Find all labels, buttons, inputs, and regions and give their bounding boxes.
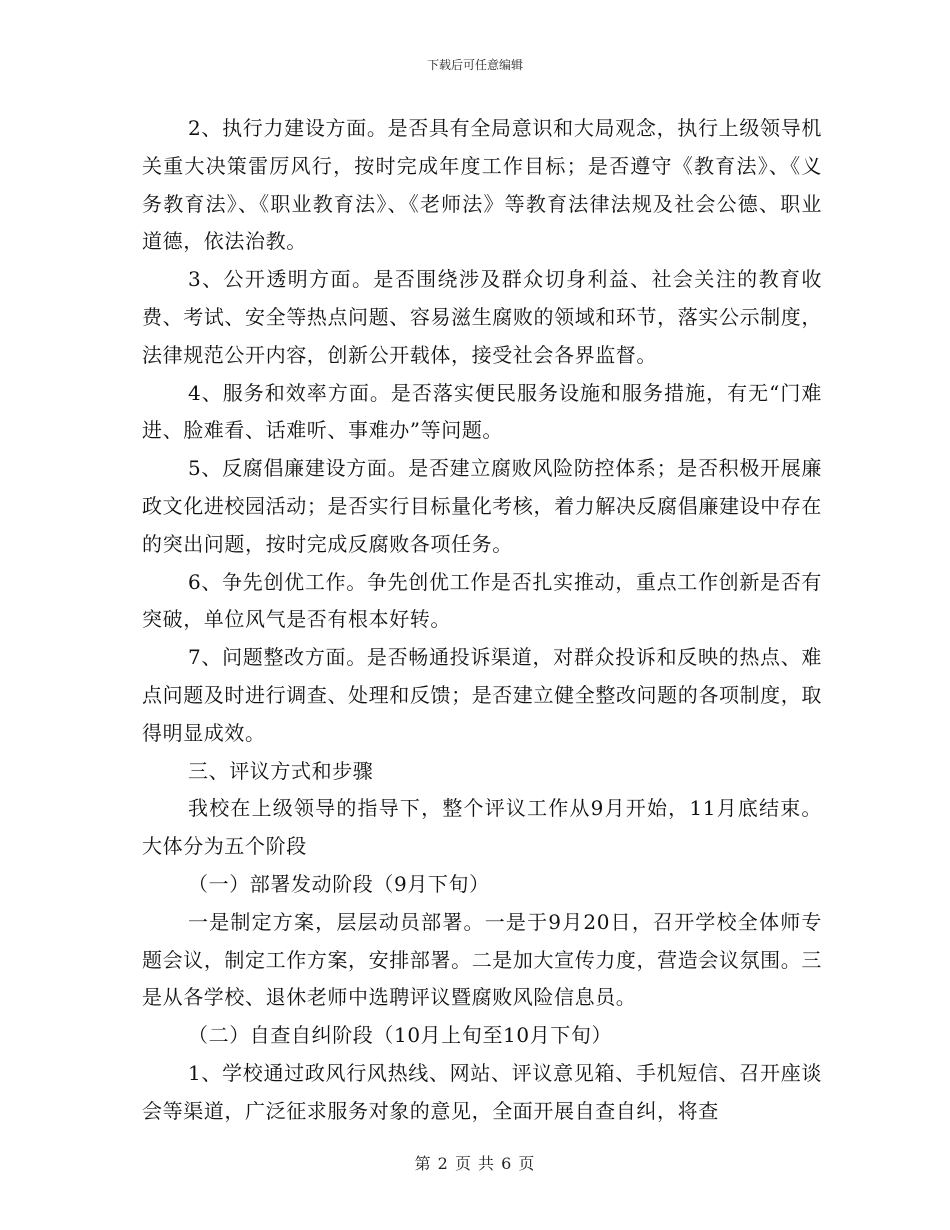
paragraph-stage-one: 一是制定方案，层层动员部署。一是于9月20日，召开学校全体师专题会议，制定工作方案，安排部署。二是加大宣传力度，营造会议氛围。三是从各学校、退休老师中选聘评议暨腐败风险信息员。: [142, 909, 822, 1010]
paragraph-service: 4、服务和效率方面。是否落实便民服务设施和服务措施，有无“门难进、脸难看、话难听、事难办”等问题。: [142, 380, 822, 443]
subheading-stage-one: （一）部署发动阶段（9月下旬）: [188, 871, 490, 896]
paragraph-transparency: 3、公开透明方面。是否围绕涉及群众切身利益、社会关注的教育收费、考试、安全等热点问题、容易滋生腐败的领域和环节，落实公示制度，法律规范公开内容，创新公开载体，接受社会各界监督。: [142, 267, 822, 367]
page-number-footer: 第 2 页 共 6 页: [414, 1154, 536, 1173]
paragraph-stage-two: 1、学校通过政风行风热线、网站、评议意见箱、手机短信、召开座谈会等渠道，广泛征求服务对象的意见，全面开展自查自纠，将查: [142, 1060, 822, 1123]
page-header: 下载后可任意编辑: [426, 58, 523, 72]
paragraph-overview: 我校在上级领导的指导下，整个评议工作从9月开始，11月底结束。大体分为五个阶段: [142, 796, 822, 859]
paragraph-execution: 2、执行力建设方面。是否具有全局意识和大局观念，执行上级领导机关重大决策雷厉风行，按时完成年度工作目标；是否遵守《教育法》、《义务教育法》、《职业教育法》、《老师法》等教育法律法规及社会公德、职业道德，依法治教。: [142, 116, 822, 254]
document-body: [142, 110, 822, 1131]
paragraph-anticorruption: 5、反腐倡廉建设方面。是否建立腐败风险防控体系；是否积极开展廉政文化进校园活动；是否实行目标量化考核，着力解决反腐倡廉建设中存在的突出问题，按时完成反腐败各项任务。: [142, 456, 822, 556]
section-heading-methods: 三、评议方式和步骤: [188, 758, 374, 783]
subheading-stage-two: （二）自查自纠阶段（10月上旬至10月下旬）: [188, 1023, 613, 1048]
paragraph-excellence: 6、争先创优工作。争先创优工作是否扎实推动，重点工作创新是否有突破，单位风气是否有根本好转。: [142, 569, 822, 632]
paragraph-rectification: 7、问题整改方面。是否畅通投诉渠道，对群众投诉和反映的热点、难点问题及时进行调查、处理和反馈；是否建立健全整改问题的各项制度，取得明显成效。: [142, 645, 822, 745]
